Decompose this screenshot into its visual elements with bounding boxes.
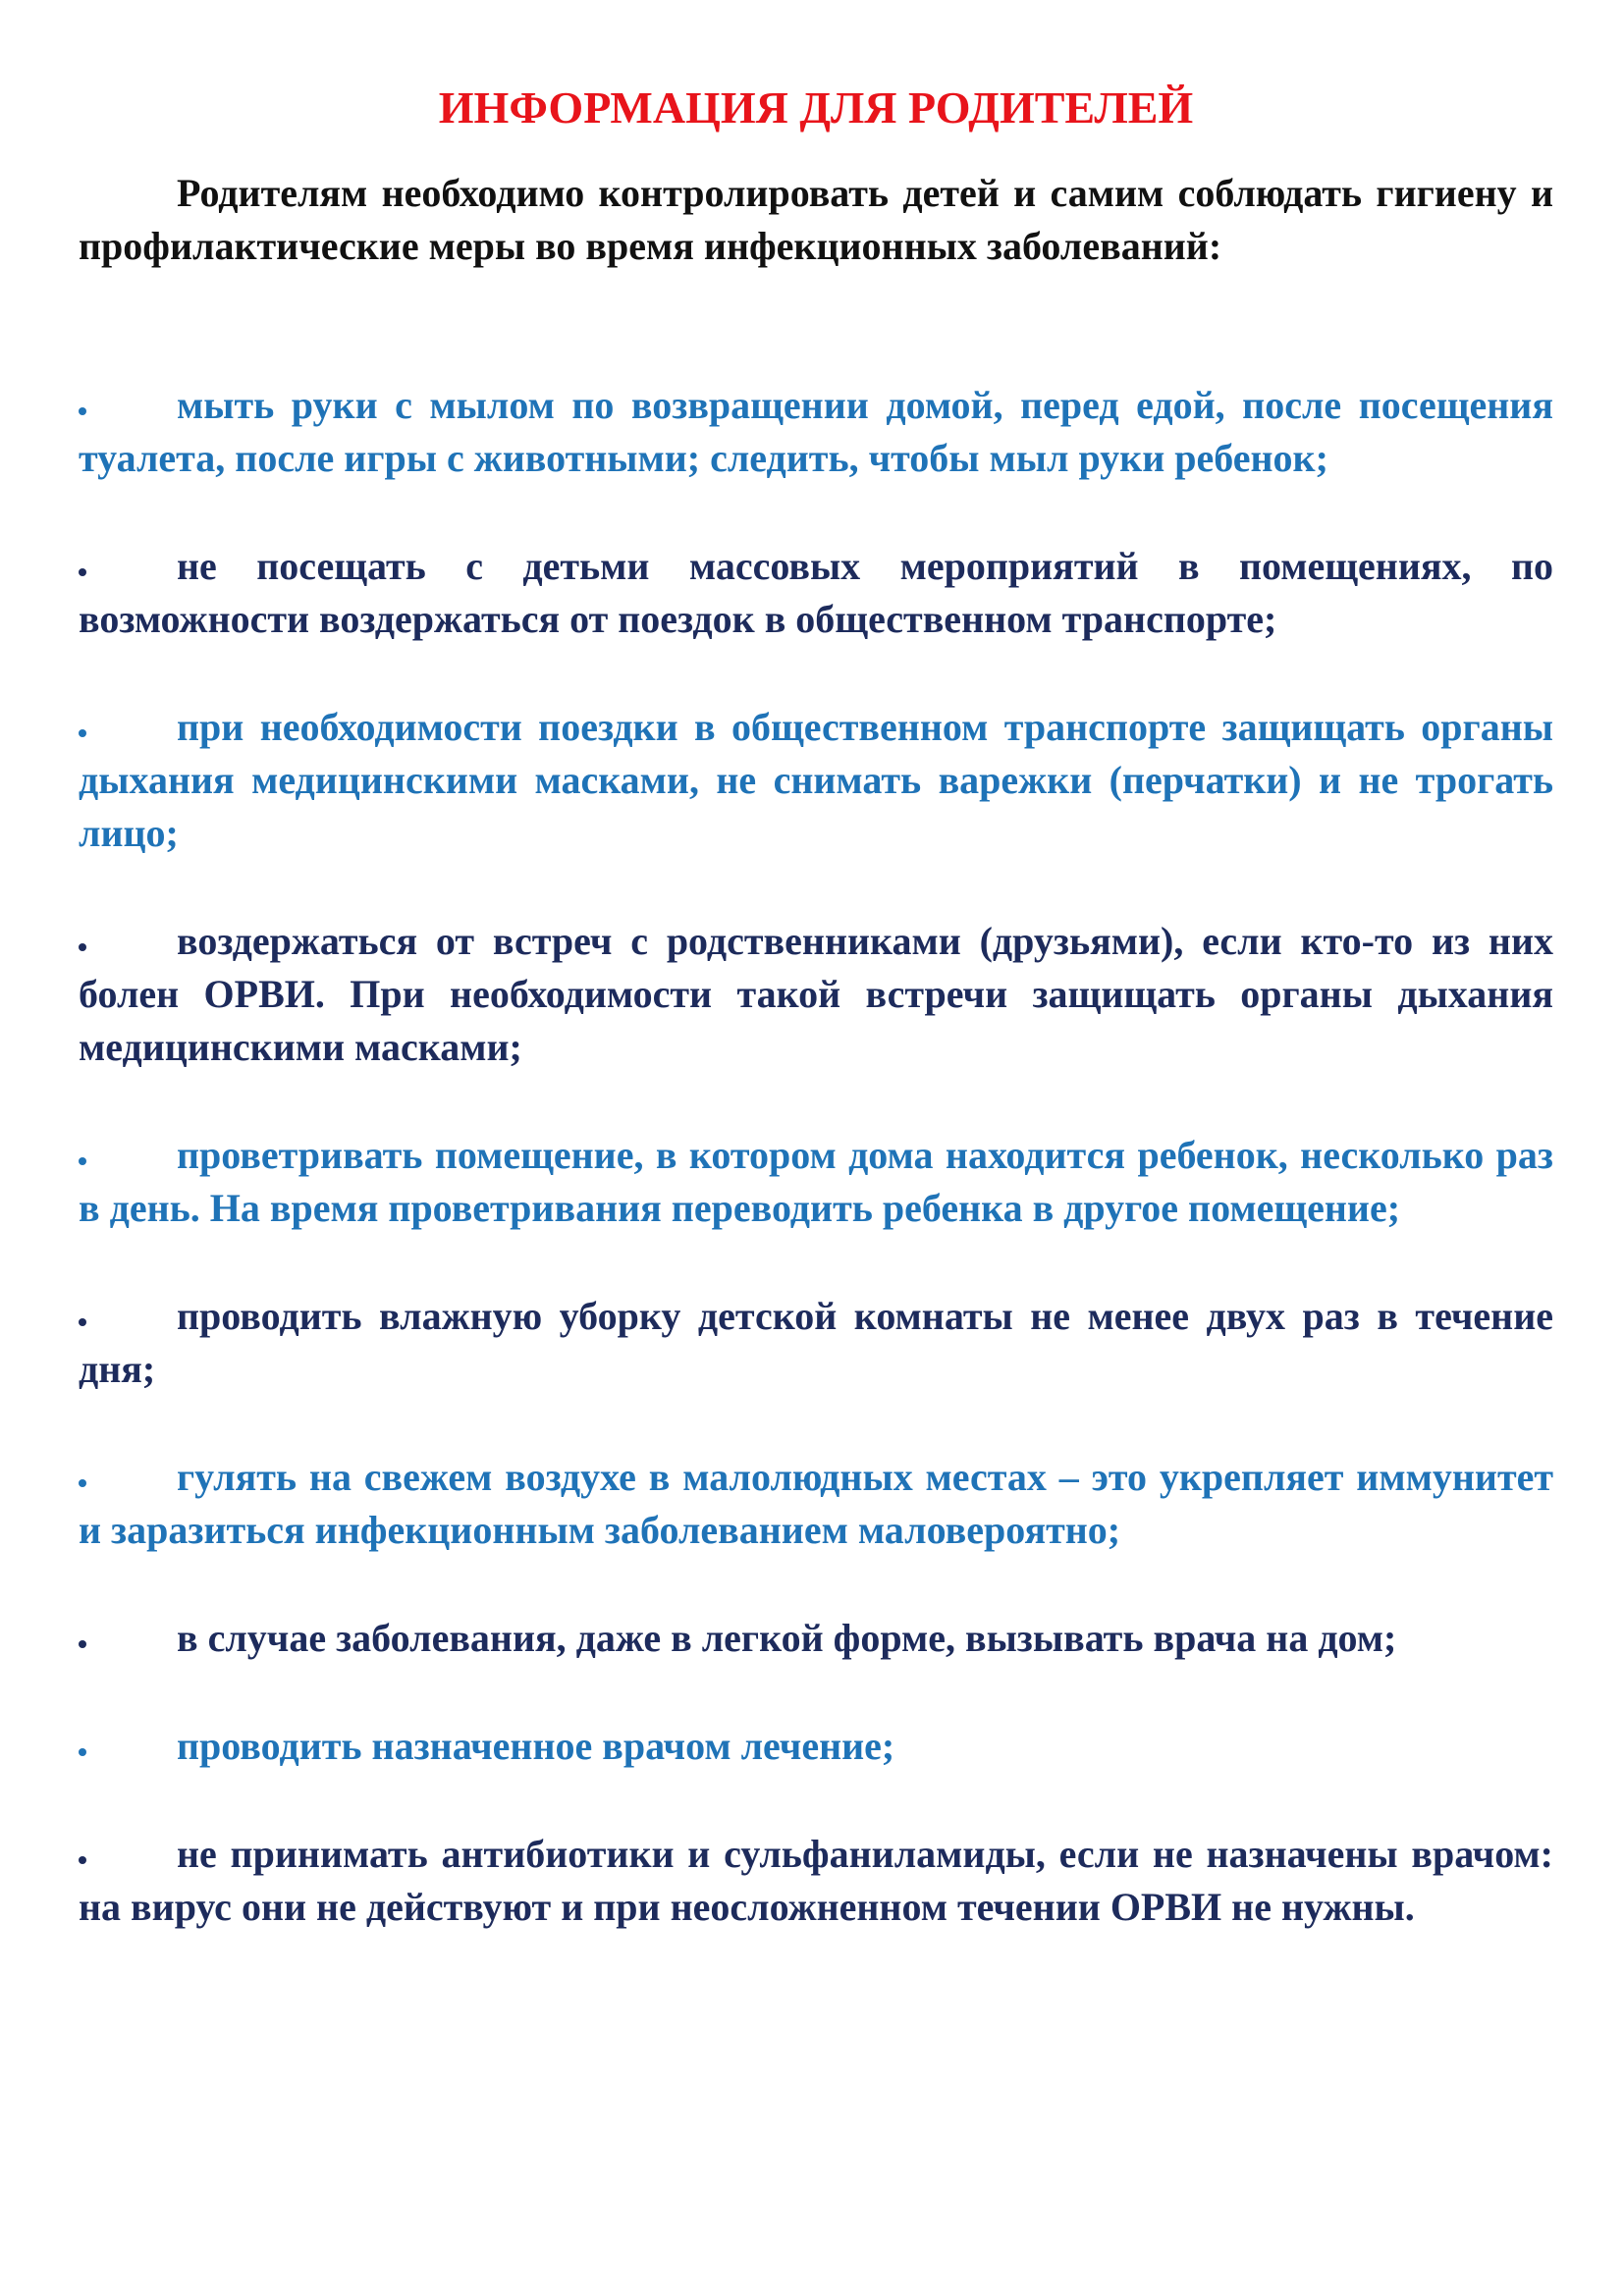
- bullet-dot-icon: [79, 1856, 86, 1864]
- list-item-text: проводить влажную уборку детской комнаты не менее двух раз в течение дня;: [79, 1294, 1553, 1391]
- document-title: ИНФОРМАЦИЯ ДЛЯ РОДИТЕЛЕЙ: [438, 82, 1194, 133]
- list-item-text: проводить назначенное врачом лечение;: [177, 1724, 895, 1768]
- list-item: [79, 1828, 1553, 1934]
- list-item: [79, 701, 1553, 860]
- list-item-text: мыть руки с мылом по возвращении домой, перед едой, после посещения туалета, после игры с животными; следить, чтобы мыл руки ребенок;: [79, 383, 1553, 480]
- list-item: [79, 1129, 1553, 1235]
- list-item: [79, 379, 1553, 485]
- bullet-dot-icon: [79, 1479, 86, 1487]
- intro-paragraph: Родителям необходимо контролировать детей и самим соблюдать гигиену и профилактические меры во время инфекционных заболеваний:: [79, 171, 1553, 268]
- list-item: [79, 1451, 1553, 1557]
- bullet-dot-icon: [79, 1748, 86, 1756]
- bullet-dot-icon: [79, 568, 86, 576]
- bullet-dot-icon: [79, 1318, 86, 1326]
- bullet-dot-icon: [79, 1157, 86, 1165]
- list-item-text: гулять на свежем воздухе в малолюдных местах – это укрепляет иммунитет и заразиться инфекционным заболеванием маловероятно;: [79, 1455, 1553, 1552]
- list-item-text: воздержаться от встреч с родственниками (друзьями), если кто-то из них болен ОРВИ. При необходимости такой встречи защищать органы дыхания медицинскими масками;: [79, 919, 1553, 1069]
- list-item-text: не посещать с детьми массовых мероприятий в помещениях, по возможности воздержаться от поездок в общественном транспорте;: [79, 544, 1553, 641]
- bullet-dot-icon: [79, 943, 86, 951]
- list-item-text: проветривать помещение, в котором дома находится ребенок, несколько раз в день. На время проветривания переводить ребенка в другое помещение;: [79, 1133, 1553, 1230]
- list-item: [79, 1720, 1553, 1773]
- list-item-text: не принимать антибиотики и сульфаниламиды, если не назначены врачом: на вирус они не действуют и при неосложненном течении ОРВИ не нужны.: [79, 1832, 1553, 1929]
- list-item: [79, 1290, 1553, 1396]
- list-item: [79, 540, 1553, 646]
- list-item: [79, 915, 1553, 1074]
- bullet-dot-icon: [79, 407, 86, 415]
- list-item-text: в случае заболевания, даже в легкой форме, вызывать врача на дом;: [177, 1616, 1397, 1660]
- bullet-dot-icon: [79, 1640, 86, 1648]
- list-item: [79, 1612, 1553, 1665]
- recommendations-list: [79, 379, 1553, 1989]
- list-item-text: при необходимости поездки в общественном транспорте защищать органы дыхания медицинскими масками, не снимать варежки (перчатки) и не трогать лицо;: [79, 705, 1553, 855]
- bullet-dot-icon: [79, 729, 86, 737]
